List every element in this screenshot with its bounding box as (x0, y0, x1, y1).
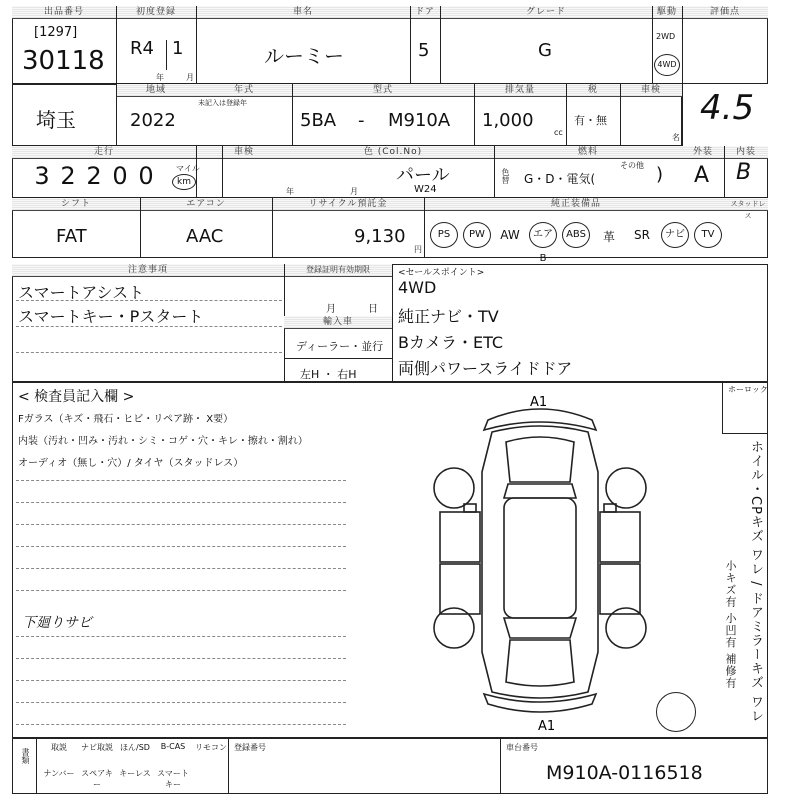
shift-value: FAT (56, 226, 87, 247)
mileage-digit: 2 (86, 162, 102, 190)
left-mirror (464, 504, 476, 512)
sale-point: 両側パワースライドドア (398, 359, 573, 378)
inspector-line: オーディオ（無し・穴）/ タイヤ（スタッドレス） (18, 458, 244, 469)
car-name-header: 車名 (196, 6, 410, 19)
drive-2wd: 2WD (656, 32, 676, 41)
note-item: スマートアシスト (18, 283, 145, 302)
equipment-label: エアB (533, 229, 553, 264)
diagram-mark-top: A1 (530, 395, 548, 410)
doors-value: 5 (418, 40, 430, 61)
car-diagram (420, 392, 660, 732)
mile-unit: マイル (176, 164, 200, 173)
import-header: 輸入車 (284, 316, 392, 329)
equipment-circle (694, 222, 722, 248)
document-item: 取説 (51, 743, 67, 752)
document-item: スペアキー (81, 769, 113, 789)
model-code-value: M910A (388, 110, 451, 131)
exterior-header: 外装 (682, 146, 724, 159)
drive-4wd: 4WD (657, 60, 677, 69)
inspector-handwriting: 下廻りサビ (22, 615, 92, 631)
spare-tire-circle (656, 692, 696, 732)
lot-number: 30118 (22, 46, 105, 76)
right-comment-2: 小キズ有 小凹有 補修有 (724, 560, 737, 689)
equipment-label: ABS (566, 229, 586, 240)
right-comment-1: ホイル・CPキズ ワレ / ドアミラーキズ ワレ (748, 440, 763, 723)
front-left-wheel (434, 468, 474, 508)
exterior-grade: A (694, 163, 710, 188)
diagram-mark-bottom: A1 (538, 719, 556, 732)
roof (504, 498, 576, 618)
equipment-circle (430, 222, 458, 248)
inspection-month: 月 (326, 304, 336, 315)
interior-header: 内装 (724, 146, 768, 159)
reg-year-unit: 年 (156, 73, 164, 82)
import-dealer: ディーラー・並行 (296, 340, 384, 353)
register-label: 登録番号 (234, 743, 266, 752)
document-item: リモコン (195, 743, 227, 752)
front-bumper (484, 409, 596, 430)
windshield (504, 484, 576, 498)
inspector-line: 内装（汚れ・凹み・汚れ・シミ・コゲ・穴・キレ・擦れ・割れ） (18, 436, 308, 447)
tax-options: 有・無 (574, 114, 607, 127)
documents-label: 書類 (21, 748, 30, 764)
model-code-header: 型式 (292, 84, 474, 97)
inspector-header: < 検査員記入欄 > (18, 389, 135, 405)
recycle-fee: 9,130 (354, 226, 406, 247)
equipment-label: PW (469, 229, 485, 240)
document-item: キーレス (119, 769, 151, 778)
drive-header: 駆動 (652, 6, 682, 19)
document-item: ナビ取説 (81, 743, 113, 752)
note-item: スマートキー・Pスタート (18, 307, 204, 326)
inspector-line: Fガラス（キズ・飛石・ヒビ・リペア跡・ X要） (18, 414, 234, 425)
equipment-label: AW (500, 228, 520, 242)
chassis-number: M910A-0116518 (546, 762, 703, 784)
fuel-options: G・D・電気( (524, 172, 596, 186)
right-rear-door (600, 564, 640, 614)
grade-header: グレード (440, 6, 652, 19)
equipment-label: ナビ (665, 229, 685, 240)
region-header: 地域 (116, 84, 196, 97)
car-name: ルーミー (264, 44, 344, 68)
mileage-digit: 0 (112, 162, 128, 190)
color-header: 色 (Col.No) (292, 146, 494, 159)
reg-month: 1 (172, 38, 184, 59)
lot-sub-number: [1297] (34, 25, 78, 40)
sale-point: Bカメラ・ETC (398, 333, 504, 352)
equipment-circle (661, 222, 689, 248)
mileage-digit: 3 (34, 162, 50, 190)
sale-point: 純正ナビ・TV (398, 307, 499, 326)
km-circled (172, 174, 196, 190)
interior-grade: B (736, 160, 752, 185)
color-date-month-unit: 月 (350, 187, 358, 196)
equipment-label: 革 (602, 230, 615, 244)
equipment-circle (529, 222, 557, 264)
model-year-value: 2022 (130, 110, 176, 131)
sale-point: 4WD (398, 278, 437, 297)
km-unit: km (177, 177, 191, 187)
tax-header: 税 (566, 84, 620, 97)
grade-value: G (538, 40, 552, 61)
document-item: ナンバー (43, 769, 75, 778)
fuel-other-label: その他 (620, 161, 644, 170)
car-body-outline (482, 426, 598, 698)
mileage-digit: 0 (138, 162, 154, 190)
right-mirror (604, 504, 616, 512)
mileage-digit: 2 (60, 162, 76, 190)
document-item: ほん/SD (120, 743, 150, 752)
history-header: 車検 (196, 146, 292, 159)
first-reg-header: 初度登録 (116, 6, 196, 19)
score-value: 4.5 (700, 88, 755, 128)
equipment-label: SR (634, 228, 650, 242)
studless-header: スタッドレス (728, 198, 768, 211)
aircon-value: AAC (186, 226, 224, 247)
equipment-circle (562, 222, 590, 248)
model-separator: - (358, 110, 365, 131)
name-mark: 名 (672, 133, 680, 142)
reg-era: R4 (130, 38, 154, 59)
hood (506, 437, 574, 482)
equipment-label: TV (701, 229, 715, 240)
shift-header: シフト (12, 198, 140, 211)
year-header: 年式 (196, 84, 292, 97)
mileage-header: 走行 (12, 146, 196, 159)
inspection-valid-header: 登録証明有効期限 (284, 264, 392, 277)
left-front-door (440, 512, 480, 562)
rear-window (504, 618, 576, 638)
region-value: 埼玉 (36, 108, 76, 132)
cc-unit: cc (554, 128, 563, 137)
doors-header: ドア (410, 6, 440, 19)
equipment-header: 純正装備品 (424, 198, 728, 211)
fuel-header: 燃料 (494, 146, 682, 159)
reg-month-unit: 月 (186, 73, 194, 82)
inspection-day: 日 (368, 304, 378, 315)
document-item: B-CAS (160, 742, 186, 751)
sale-points-header: <セールスポイント> (398, 268, 485, 278)
color-date-year-unit: 年 (286, 187, 294, 196)
front-right-wheel (606, 468, 646, 508)
equipment-circle (463, 222, 491, 248)
model-prefix: 5BA (300, 110, 337, 131)
fuel-close: ) (656, 164, 664, 185)
notes-header: 注意事項 (12, 264, 284, 277)
displacement-value: 1,000 (482, 110, 534, 131)
color-change-label: 色替 (501, 168, 510, 184)
handle-side: 左H ・ 右H (300, 368, 357, 381)
aircon-header: エアコン (140, 198, 272, 211)
displacement-header: 排気量 (474, 84, 566, 97)
left-rear-door (440, 564, 480, 614)
color-code: W24 (414, 184, 437, 195)
recycle-header: リサイクル預託金 (272, 198, 424, 211)
lock-header: ホーロック (728, 385, 768, 394)
lot-header: 出品番号 (12, 6, 116, 19)
yen-unit: 円 (414, 245, 422, 254)
right-front-door (600, 512, 640, 562)
equipment-label: PS (437, 229, 451, 240)
year-note: 未記入は登録年 (198, 99, 247, 107)
chassis-header: 車台番号 (506, 743, 538, 752)
rear-bumper (484, 694, 596, 712)
drive-4wd-circled (654, 54, 680, 76)
trunk (506, 640, 574, 686)
score-header: 評価点 (682, 6, 768, 19)
inspection-header: 車検 (620, 84, 682, 97)
color-name: パール (396, 165, 450, 186)
document-item: スマートキー (157, 769, 189, 789)
